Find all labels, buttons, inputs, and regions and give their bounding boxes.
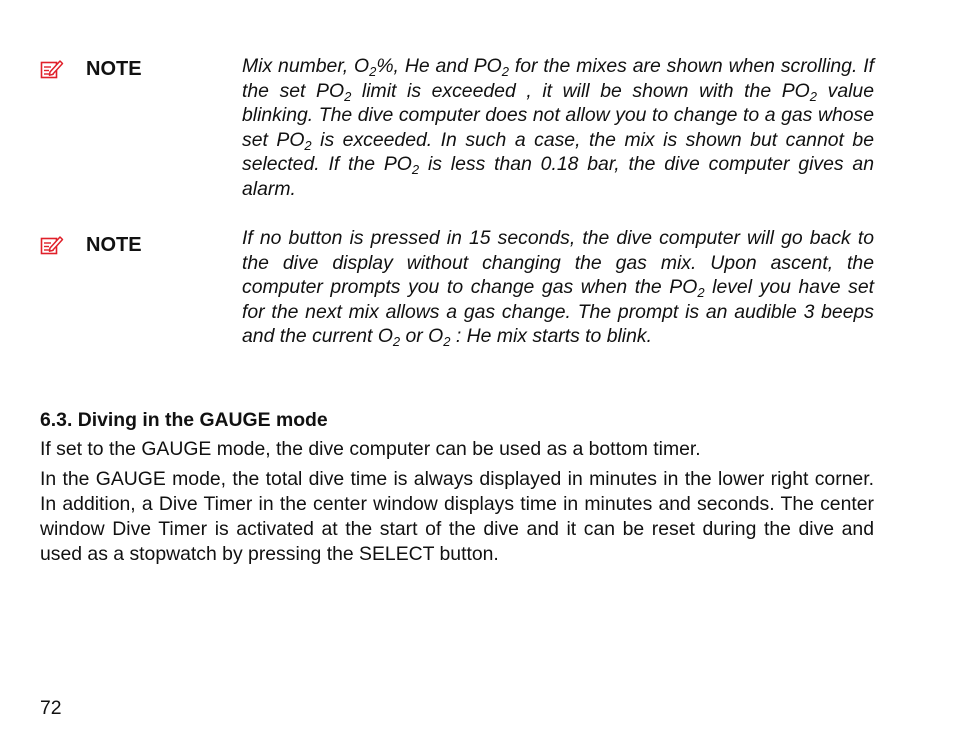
note-label (40, 234, 142, 256)
paragraph: If set to the GAUGE mode, the dive computer can be used as a bottom timer. (40, 438, 701, 460)
note-heading: NOTE (86, 234, 142, 256)
note-text: If no button is pressed in 15 seconds, the dive computer will go back to the dive display without changing the gas mix. Upon ascent, the computer prompts you to change gas when the $PO_2$ level you have set for the next mix allows a gas change. The prompt is an audible 3 beeps and the current $O_2$ or $O_2$ : He mix starts to blink. (242, 227, 874, 350)
note-pencil-icon (40, 58, 64, 80)
page-number: 72 (40, 697, 62, 719)
section-title: 6.3. Diving in the GAUGE mode (40, 409, 328, 431)
note-text: Mix number, $O_2\%$, He and $PO_2$ for the mixes are shown when scrolling. If the set $PO_2$ limit is exceeded , it will be shown with the $PO_2$ value blinking. The dive computer does not allow you to change to a gas whose set $PO_2$ is exceeded. In such a case, the mix is shown but cannot be selected. If the $PO_2$ is less than 0.18 bar, the dive computer gives an alarm. (242, 55, 874, 200)
note-heading: NOTE (86, 58, 142, 80)
paragraph: In the GAUGE mode, the total dive time is always displayed in minutes in the lower right corner. In addition, a Dive Timer in the center window displays time in minutes and seconds. The center window Dive Timer is activated at the start of the dive and it can be reset during the dive and used as a stopwatch by pressing the SELECT button. (40, 468, 874, 565)
note-label (40, 58, 142, 80)
note-pencil-icon (40, 234, 64, 256)
